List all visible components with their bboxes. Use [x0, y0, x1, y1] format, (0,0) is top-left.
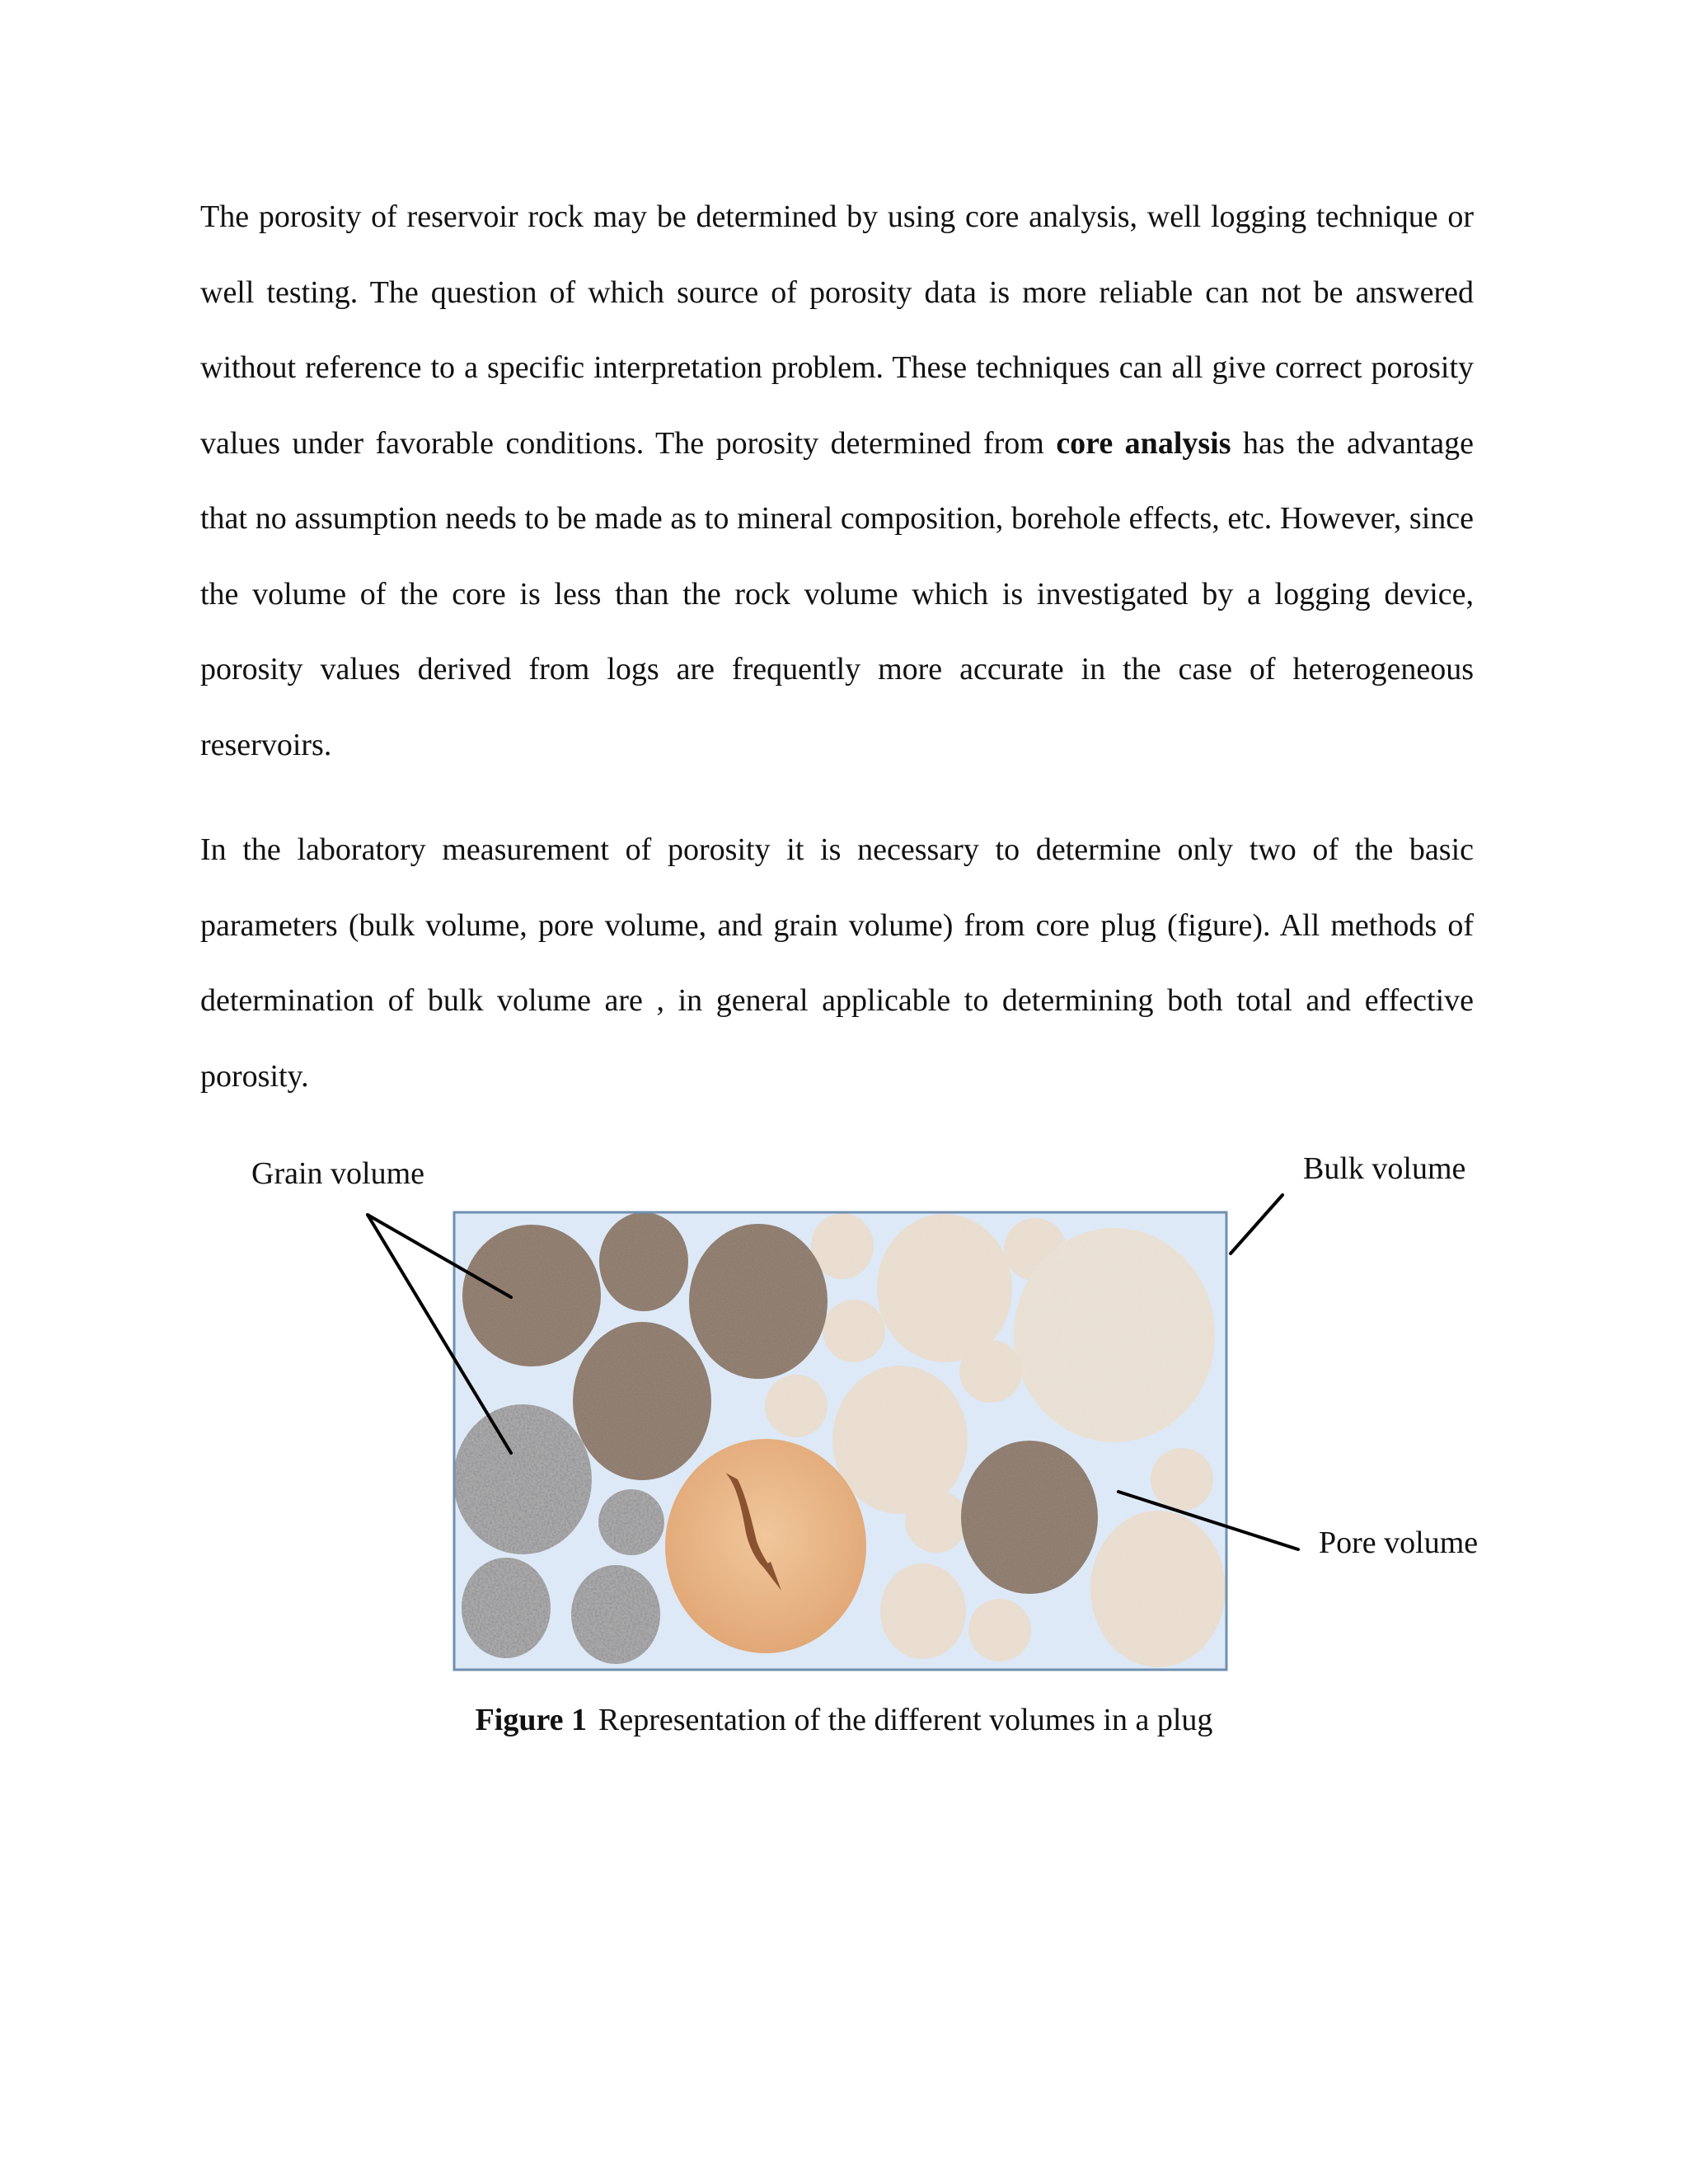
figure-number: Figure 1 — [475, 1703, 588, 1737]
bulk-volume-label: Bulk volume — [1303, 1151, 1466, 1186]
gray-grain — [598, 1489, 664, 1555]
bold-term: core analysis — [1056, 425, 1231, 461]
figure-caption-text: Representation of the different volumes in a plug — [598, 1703, 1213, 1737]
cream-grain — [832, 1366, 968, 1514]
cream-grain — [1151, 1448, 1213, 1511]
paragraph-lab-measurement: In the laboratory measurement of porosity it is necessary to determine only two of the basic parameters (bulk volume, pore volume, and grain volume) from core plug (figure). All methods of determination of bulk volume are , in general applicable to determining both total and effective porosity. — [200, 832, 1474, 1094]
brown-grain — [599, 1212, 688, 1311]
cream-grain — [959, 1340, 1022, 1403]
cream-grain — [877, 1214, 1012, 1362]
gray-grain — [462, 1558, 551, 1658]
grain-volume-label: Grain volume — [251, 1156, 425, 1191]
pore-volume-label: Pore volume — [1319, 1526, 1479, 1560]
figure-caption — [0, 1702, 1688, 1738]
gray-grain — [571, 1565, 660, 1664]
cream-grain — [765, 1375, 828, 1437]
bulk-leader-line — [1231, 1195, 1282, 1254]
paragraph-text: The porosity of reservoir rock may be determined by using core analysis, well logging technique or well testing. The question of which source of porosity data is more reliable can not be answered without reference to a specific interpretation problem. These techniques can all give correct porosity values under favorable conditions. The porosity determined from — [200, 199, 1474, 461]
paragraph-text: has the advantage that no assumption needs to be made as to mineral composition, borehole effects, etc. However, since the volume of the core is less than the rock volume which is investigated by a logging device, porosity values derived from logs are frequently more accurate in the case of heterogeneous reservoirs. — [200, 425, 1474, 762]
brown-grain — [573, 1322, 711, 1480]
brown-grain — [462, 1225, 601, 1366]
cream-grain — [905, 1490, 968, 1553]
brown-grain — [961, 1441, 1098, 1594]
cream-grain — [1014, 1228, 1215, 1442]
gray-grain — [453, 1404, 592, 1554]
fossil-grain — [665, 1439, 866, 1653]
fossil-grain-body — [665, 1439, 866, 1653]
cream-grain — [880, 1563, 966, 1659]
cream-grain — [823, 1300, 885, 1362]
cream-grain — [1090, 1511, 1226, 1667]
brown-grain — [689, 1224, 828, 1379]
cream-grain — [968, 1599, 1031, 1661]
